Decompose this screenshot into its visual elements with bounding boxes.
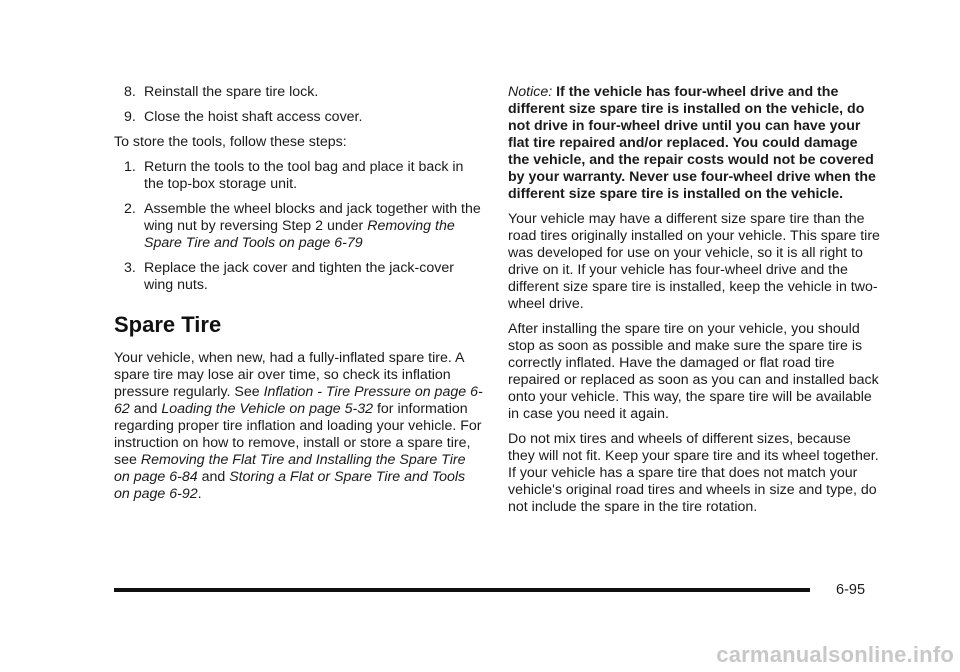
- notice-box: [508, 84, 880, 203]
- step-text: Assemble the wheel blocks and jack together with the wing nut by reversing Step 2 under: [144, 201, 481, 234]
- step-9: [114, 109, 484, 126]
- body-text: Your vehicle, when new, had a fully-inflated spare tire. A spare tire may lose air over time, so check its inflation pressure regularly. See: [114, 350, 464, 400]
- section-heading: Spare Tire: [114, 312, 222, 337]
- step-number: 3.: [124, 260, 136, 276]
- paragraph-different-size: Your vehicle may have a different size spare tire than the road tires originally installed on your vehicle. This spare tire was developed for use on your vehicle, so it is all right to drive on it. If your vehicle has four-wheel drive and the different size spare tire is installed, keep the vehicle in two-wheel drive.: [508, 211, 880, 312]
- step-text: Reinstall the spare tire lock.: [144, 84, 319, 100]
- right-column: [508, 84, 880, 524]
- paragraph-do-not-mix: Do not mix tires and wheels of different sizes, because they will not fit. Keep your spare tire and its wheel together. If your vehicle has a spare tire that does not match your vehicle's original road tires and wheels in size and type, do not include the spare in the tire rotation.: [508, 431, 879, 515]
- paragraph-after-installing: After installing the spare tire on your vehicle, you should stop as soon as possible and make sure the spare tire is correctly inflated. Have the damaged or flat road tire repaired or replaced as soon as you can and installed back onto your vehicle. This way, the spare tire will be available in case you need it again.: [508, 321, 879, 422]
- body-text: and: [129, 401, 162, 417]
- tools-intro: To store the tools, follow these steps:: [114, 134, 347, 150]
- footer-rule: [114, 588, 810, 592]
- step-text: Return the tools to the tool bag and place it back in the top-box storage unit.: [144, 159, 464, 192]
- body-text: for information regarding proper tire inflation and loading your vehicle. For instruction on how to remove, install or store a spare tire, see: [114, 401, 482, 468]
- step-number: 8.: [124, 84, 136, 100]
- cross-reference-link[interactable]: Storing a Flat or Spare Tire and Tools on page 6-92: [114, 469, 466, 502]
- tools-step-2: [114, 201, 484, 252]
- notice-text: If the vehicle has four-wheel drive and the different size spare tire is installed on the vehicle, do not drive in four-wheel drive until you can have your flat tire repaired and/or replaced. You could damage the vehicle, and the repair costs would not be covered by your warranty. Never use four-wheel drive when the different size spare tire is installed on the vehicle.: [508, 84, 876, 202]
- page-number: 6-95: [836, 582, 866, 598]
- step-number: 2.: [124, 201, 136, 217]
- cross-reference-link[interactable]: Loading the Vehicle on page 5-32: [161, 401, 374, 417]
- tools-step-3: [114, 260, 484, 294]
- step-text: Close the hoist shaft access cover.: [144, 109, 363, 125]
- cross-reference-link[interactable]: Removing the Flat Tire and Installing the Spare Tire on page 6-84: [114, 452, 466, 485]
- tools-steps: [114, 159, 484, 294]
- watermark: carmanualsonline.info: [716, 642, 954, 667]
- notice-label: Notice:: [508, 84, 553, 100]
- left-column: [114, 84, 484, 511]
- step-8: [114, 84, 484, 101]
- body-text: .: [197, 486, 202, 502]
- cross-reference-link[interactable]: Removing the Spare Tire and Tools on page 6-79: [144, 218, 455, 251]
- spare-tire-paragraph: [114, 350, 484, 503]
- step-text: Replace the jack cover and tighten the jack-cover wing nuts.: [144, 260, 454, 293]
- step-number: 1.: [124, 159, 136, 175]
- cross-reference-link[interactable]: Inflation - Tire Pressure on page 6-62: [114, 384, 483, 417]
- body-text: and: [197, 469, 230, 485]
- tools-step-1: [114, 159, 484, 193]
- step-number: 9.: [124, 109, 136, 125]
